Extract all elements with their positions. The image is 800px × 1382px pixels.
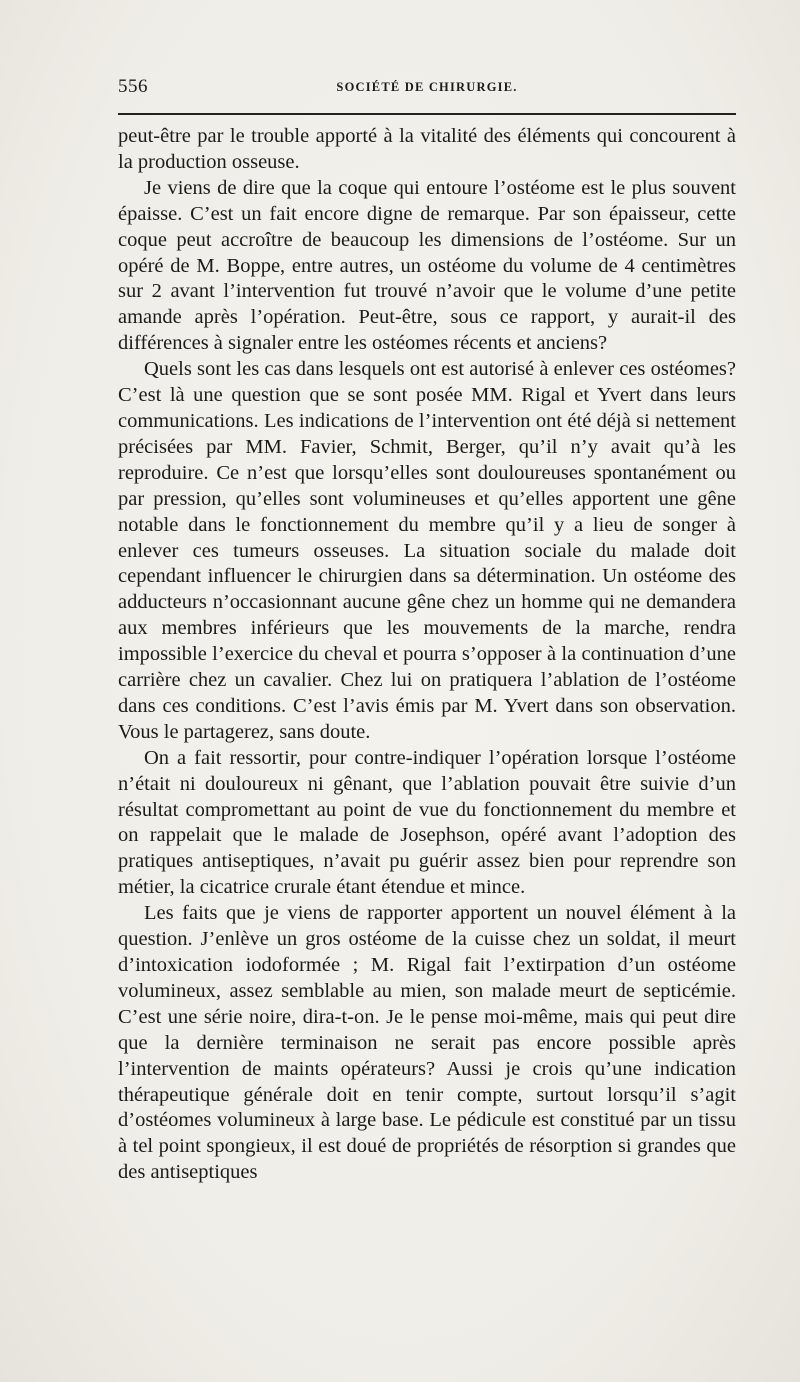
- running-title: SOCIÉTÉ DE CHIRURGIE.: [336, 80, 518, 94]
- paragraph: Quels sont les cas dans lesquels ont est autorisé à enlever ces ostéomes? C’est là une question que se sont posée MM. Rigal et Yvert dans leurs communications. Les indications de l’intervention ont été déjà si nettement précisées par MM. Favier, Schmit, Berger, qu’il n’y avait qu’à les reproduire. Ce n’est que lorsqu’elles sont douloureuses spontanément ou par pression, qu’elles sont volumineuses et qu’elles apportent une gêne notable dans le fonctionnement du membre qu’il y a lieu de songer à enlever ces tumeurs osseuses. La situation sociale du malade doit cependant influencer le chirurgien dans sa détermination. Un ostéome des adducteurs n’occasionnant aucune gêne chez un homme qui ne demandera aux membres inférieurs que les mouvements de la marche, rendra impossible l’exercice du cheval et pourra s’opposer à la continuation d’une carrière chez un cavalier. Chez lui on pratiquera l’ablation de l’ostéome dans ces conditions. C’est l’avis émis par M. Yvert dans son observation. Vous le partagerez, sans doute.: [118, 358, 736, 743]
- page-number: 556: [118, 76, 148, 97]
- header-rule: [118, 113, 736, 115]
- body-text: [118, 124, 736, 1186]
- paragraph: Je viens de dire que la coque qui entoure l’ostéome est le plus souvent épaisse. C’est un fait encore digne de remarque. Par son épaisseur, cette coque peut accroître de beaucoup les dimensions de l’ostéome. Sur un opéré de M. Boppe, entre autres, un ostéome du volume de 4 centimètres sur 2 avant l’intervention fut trouvé n’avoir que le volume d’une petite amande après l’opération. Peut-être, sous ce rapport, y aurait-il des différences à signaler entre les ostéomes récents et anciens?: [118, 176, 736, 355]
- paragraph: On a fait ressortir, pour contre-indiquer l’opération lorsque l’ostéome n’était ni douloureux ni gênant, que l’ablation pouvait être suivie d’un résultat compromettant au point de vue du fonctionnement du membre et on rappelait que le malade de Josephson, opéré avant l’adoption des pratiques antiseptiques, n’avait pu guérir assez bien pour reprendre son métier, la cicatrice crurale étant étendue et mince.: [118, 746, 736, 899]
- page-header: [118, 76, 736, 102]
- paragraph-continuation: peut-être par le trouble apporté à la vitalité des éléments qui concourent à la production osseuse.: [118, 125, 736, 173]
- paragraph: Les faits que je viens de rapporter apportent un nouvel élément à la question. J’enlève un gros ostéome de la cuisse chez un soldat, il meurt d’intoxication iodoformée ; M. Rigal fait l’extirpation d’un ostéome volumineux, assez semblable au mien, son malade meurt de septicémie. C’est une série noire, dira-t-on. Je le pense moi-même, mais qui peut dire que la dernière terminaison ne serait pas encore possible après l’intervention de maints opérateurs? Aussi je crois qu’une indication thérapeutique générale doit en tenir compte, surtout lorsqu’il s’agit d’ostéomes volumineux à large base. Le pédicule est constitué par un tissu à tel point spongieux, il est doué de propriétés de résorption si grandes que des antiseptiques: [118, 902, 736, 1184]
